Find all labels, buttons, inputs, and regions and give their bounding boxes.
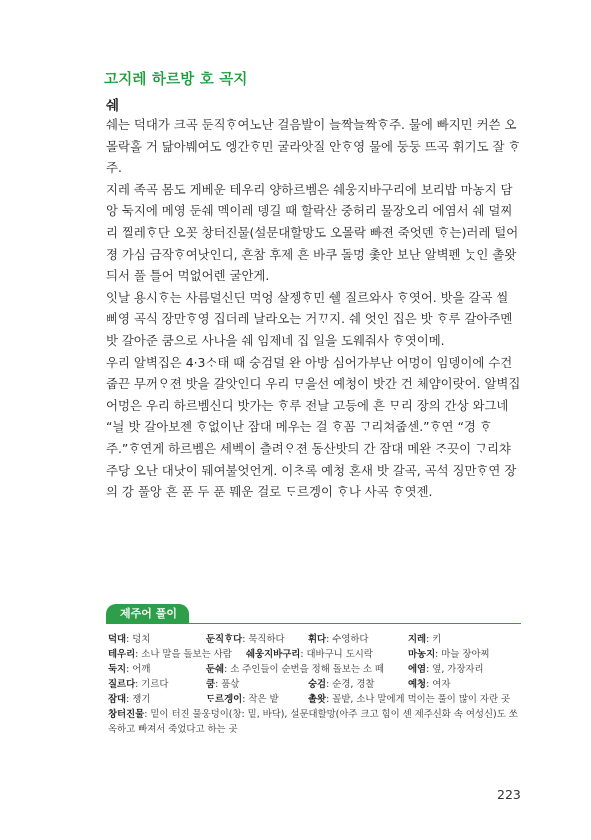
glossary-entry (108, 632, 150, 647)
glossary-term: 잠대 (108, 694, 127, 705)
glossary-term: 창터진물 (108, 709, 145, 720)
glossary-definition: : 꼴밭, 소나 말에게 먹이는 풀이 많이 자란 곳 (326, 694, 511, 705)
glossary-term: 마농지 (408, 649, 436, 660)
paragraph: 쉐는 덕대가 크곡 둔직ᄒᆞ여노난 걸음발이 늘짝늘짝ᄒᆞ주. 물에 빠지민 커쓴 오몰락홀 거 닮아붸여도 엥간ᄒᆞ민 굴라앗질 안ᄒᆞ영 물에 둥둥 뜨곡 휘기도 잘 ᄒᆞ주. (106, 117, 521, 176)
glossary-entry (308, 632, 369, 647)
glossary-definition: : 대바구니 도시락 (300, 649, 373, 660)
glossary-row (108, 632, 522, 647)
glossary-row (108, 677, 522, 692)
glossary-term: 쉐웅지바구리 (246, 649, 301, 660)
paragraph: 잇날 용시ᄒᆞ는 사름덜신딘 먹엉 살젱ᄒᆞ민 쉘 질르와사 ᄒᆞ엿어. 밧을 갈곡 씰 삐영 곡식 장만ᄒᆞ영 집더레 날라오는 거ᄁᆞ지. 쉐 엇인 집은 밧 ᄒᆞ루 갈아주멘 밧 갈아준 쿰으로 사나을 쉐 임제네 집 일을 도웨줘사 ᄒᆞ엿이메. (106, 289, 513, 348)
glossary-entry (308, 692, 510, 707)
glossary-definition: : 수영하다 (326, 634, 369, 645)
glossary-definition: : 순경, 경찰 (326, 679, 375, 690)
glossary-definition: : 마늘 장아찌 (435, 649, 490, 660)
glossary-entry (108, 662, 150, 677)
glossary-term: 촐왓 (308, 694, 327, 705)
glossary-entry (408, 647, 490, 662)
glossary-row (108, 647, 522, 662)
glossary-entry-long (108, 707, 522, 737)
page-number: 223 (497, 787, 521, 802)
glossary-term: 둔쉐 (206, 664, 225, 675)
glossary-entry (108, 677, 168, 692)
glossary-term: 질르다 (108, 679, 136, 690)
glossary-term: 예청 (408, 679, 427, 690)
glossary-header-tab: 제주어 풀이 (106, 604, 189, 624)
glossary-definition: : 쟁기 (126, 694, 151, 705)
glossary-definition: : 기르다 (135, 679, 169, 690)
glossary-definition: : 어깨 (126, 664, 151, 675)
glossary-entry (206, 692, 279, 707)
paragraph: 우리 알벽집은 4·3ᄉᆞ태 때 숭검덜 완 아방 심어가부난 어멍이 임뎅이에 수건 줍끈 무꺼ᄋᆞ젼 밧을 갈앗인디 우리 ᄆᆞ을선 예청이 밧간 건 체얌이랏어. 알벽집 어멍은 우리 하르벰신디 밧가는 ᄒᆞ루 전날 고등에 흔 ᄆᆞ리 장의 간상 와그네 “늴 밧 갈아보젠 ᄒᆞ없이난 잠대 메우는 걸 ᄒᆞ꼼 ᄀᆞ리쳐줍센.”ᄒᆞ연 “경 ᄒᆞ주.”ᄒᆞ연게 하르벰은 세벡이 츨려ᄋᆞ젼 동산밧듸 간 잠대 메완 ᄌᆞ끗이 ᄀᆞ리챠 주당 오난 대낫이 뒈여불엇언게. 이ᄎᆞ록 예청 혼새 밧 갈곡, 곡석 징만ᄒᆞ연 장의 강 풀앙 흔 푼 두 푼 뭬운 걸로 ᄃᆞ르겡이 ᄒᆞ나 사곡 ᄒᆞ엿젠. (106, 354, 521, 500)
sub-title: 쉐 (106, 98, 120, 114)
glossary-row (108, 662, 522, 677)
glossary-definition: : 작은 밭 (242, 694, 279, 705)
section-title: 고지레 하르방 호 곡지 (104, 72, 248, 88)
glossary-entry (206, 632, 285, 647)
glossary-term: 에염 (408, 664, 427, 675)
glossary-entry (246, 647, 373, 662)
glossary-definition: : 덩치 (126, 634, 151, 645)
glossary-term: 지레 (408, 634, 427, 645)
glossary-entry (408, 662, 484, 677)
glossary-entry (408, 677, 450, 692)
glossary-term: 덕대 (108, 634, 127, 645)
body-text (106, 114, 521, 503)
glossary-entry (206, 677, 239, 692)
glossary-entry (108, 647, 232, 662)
paragraph: 지레 족곡 몸도 게베운 테우리 양하르벰은 쉐웅지바구리에 보리밥 마농지 담앙 둑지에 메영 둔쉐 멕이레 뎅길 때 할락산 중허리 물장오리 에염서 쉐 덜찌리 찔레ᄒᆞ단 오꼿 창터진물(설문대할망도 오몰락 빠젼 죽엇덴 ᄒᆞ는)러레 털어졍 가심 금작ᄒᆞ여낫인디, 흔참 후제 흔 바쿠 돌멍 촟안 보난 알벽펜 ᄂᆞᆺ인 촐왓듸서 풀 틀어 먹없어렌 굴안게. (106, 181, 519, 284)
glossary (108, 632, 522, 737)
glossary-definition: : 묵직하다 (242, 634, 285, 645)
glossary-definition: : 소나 말을 돌보는 사람 (135, 649, 232, 660)
glossary-term: 쿰 (206, 679, 216, 690)
glossary-term: ᄃᆞ르겡이 (206, 694, 243, 705)
glossary-definition: : 키 (426, 634, 442, 645)
glossary-entry (108, 692, 150, 707)
glossary-term: 휘다 (308, 634, 327, 645)
glossary-definition: : 옆, 가장자리 (426, 664, 484, 675)
glossary-definition: : 여자 (426, 679, 451, 690)
glossary-entry (408, 632, 441, 647)
glossary-definition: : 소 주인들이 순번을 정해 돌보는 소 떼 (224, 664, 384, 675)
glossary-term: 테우리 (108, 649, 136, 660)
glossary-definition: : 밑이 터진 물웅덩이(창: 밑, 바닥), 설문대할망(아주 크고 힘이 센 제주신화 속 여성신)도 쏘옥하고 빠져서 죽었다고 하는 곳 (108, 709, 518, 735)
glossary-entry (206, 662, 384, 677)
glossary-term: 둔직ᄒᆞ다 (206, 634, 243, 645)
glossary-entry (308, 677, 374, 692)
glossary-term: 숭검 (308, 679, 327, 690)
glossary-definition: : 품삯 (215, 679, 240, 690)
glossary-divider (106, 623, 521, 624)
glossary-row (108, 692, 522, 707)
glossary-term: 둑지 (108, 664, 127, 675)
